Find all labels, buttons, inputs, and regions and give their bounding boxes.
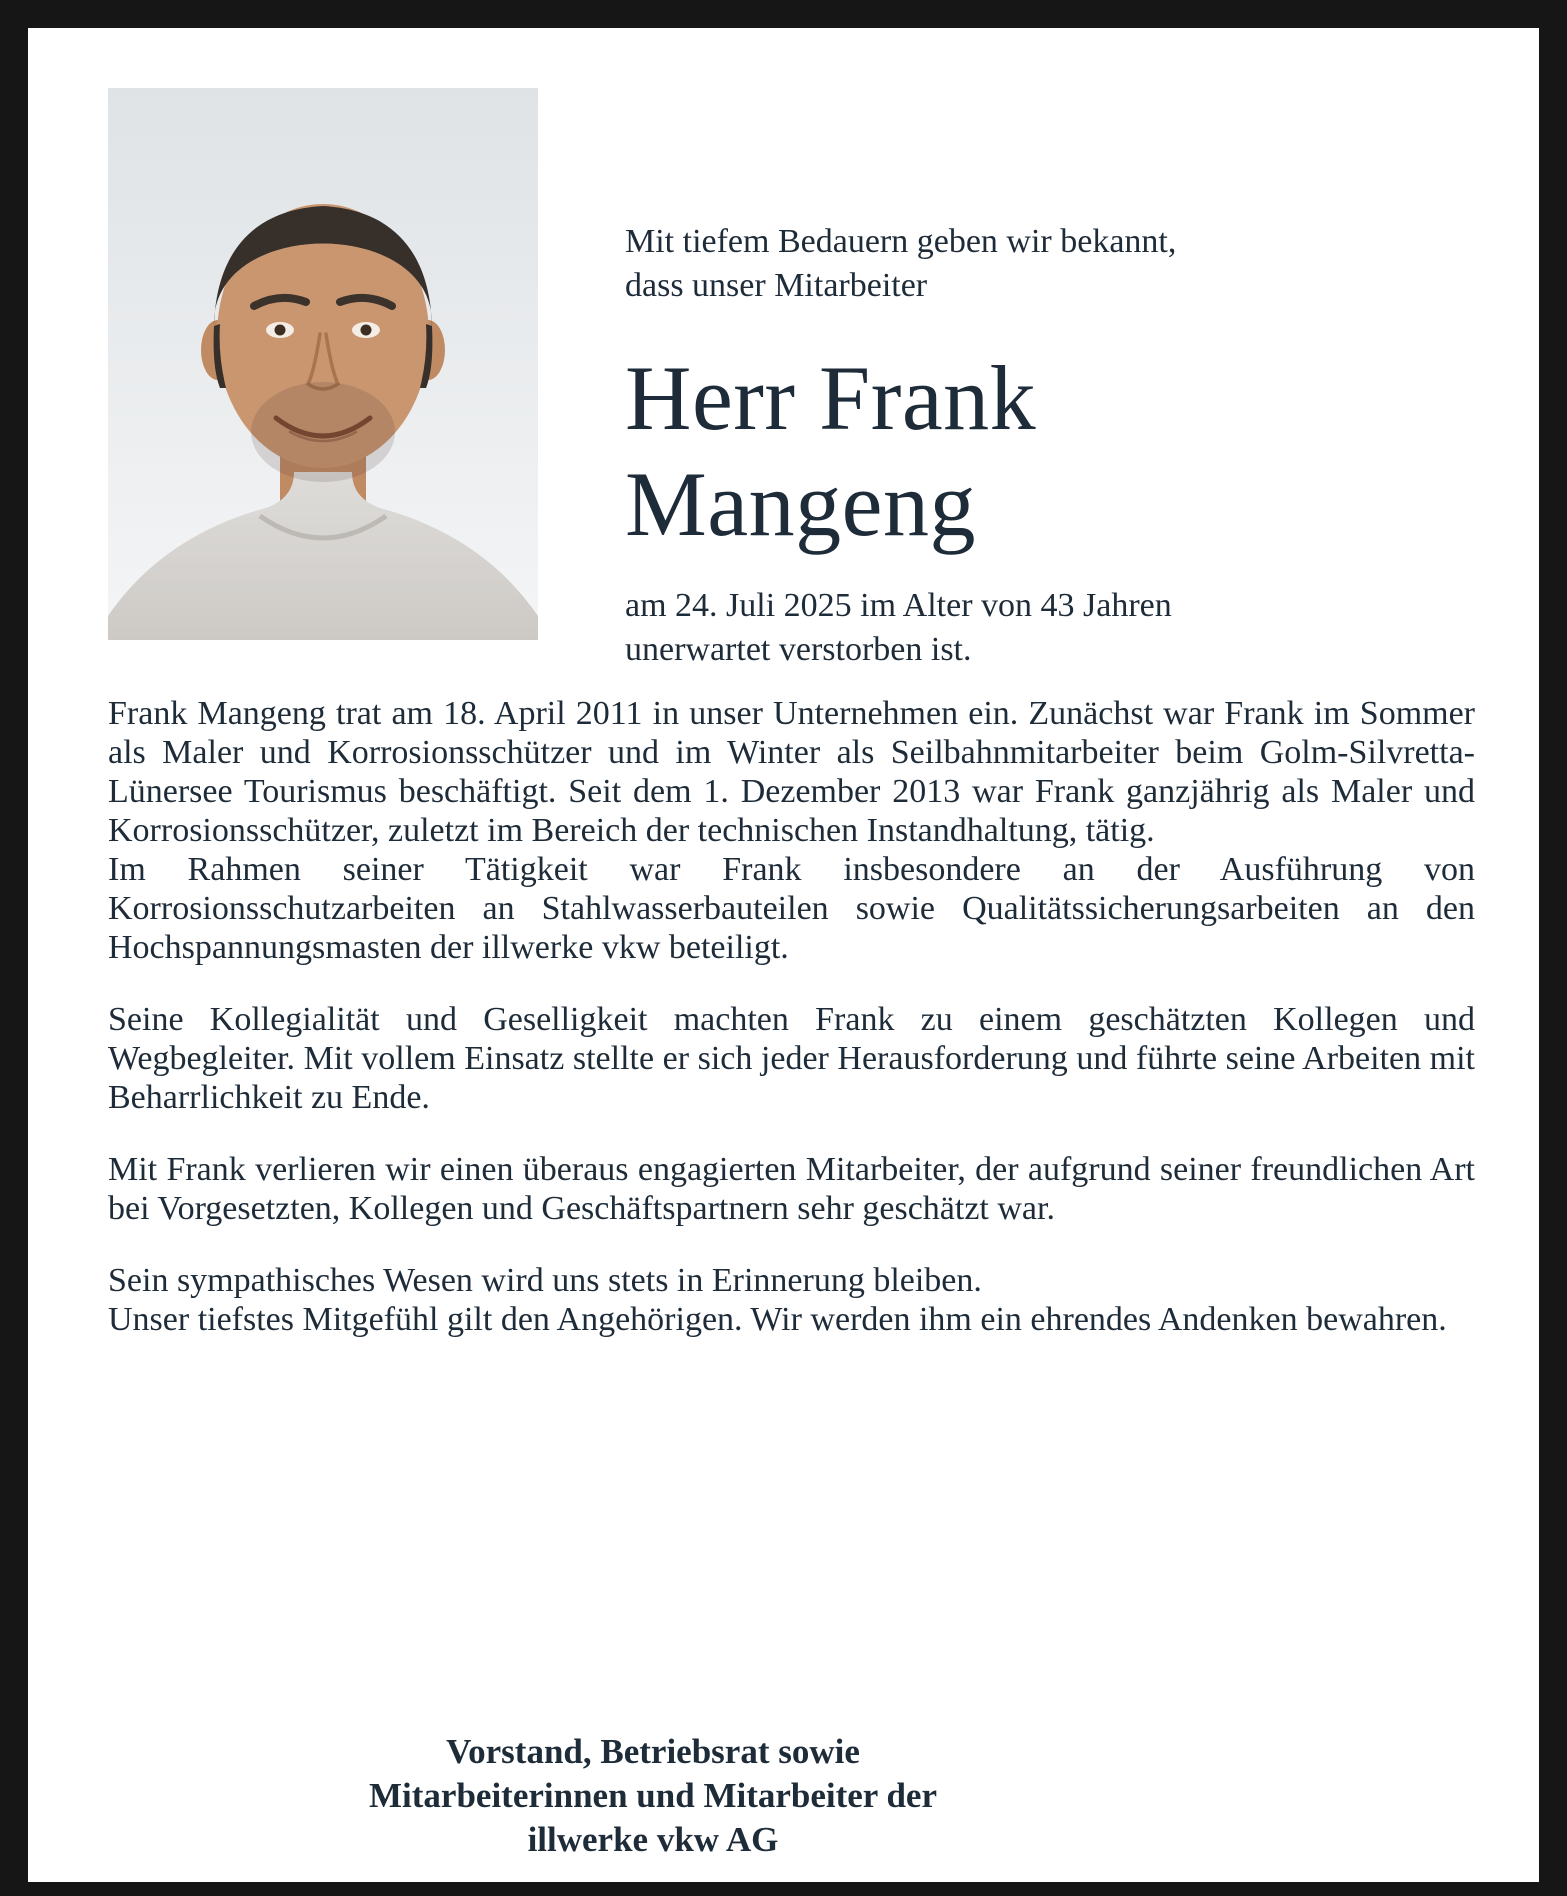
obituary-paragraph: Seine Kollegialität und Geselligkeit machten Frank zu einem geschätzten Kollegen und Wegbegleiter. Mit vollem Einsatz stellte er sich jeder Herausforderung und führte seine Arbeiten mit Beharrlichkeit zu Ende. [108,1001,1475,1116]
portrait-photo [108,88,538,640]
obituary-paper [28,28,1539,1882]
signature-block [28,1730,1278,1862]
signature-line-2: Mitarbeiterinnen und Mitarbeiter der [369,1776,937,1815]
death-info-line-2: unerwartet verstorben ist. [625,631,972,669]
portrait-illustration [108,88,538,640]
intro-line-1: Mit tiefem Bedauern geben wir bekannt, [625,223,1177,260]
signature-line-3: illwerke vkw AG [527,1820,779,1859]
intro-text [625,220,1483,308]
deceased-name-line-1: Herr Frank [625,347,1037,450]
signature-line-1: Vorstand, Betriebsrat sowie [446,1732,860,1771]
header-block [625,220,1483,672]
obituary-paragraph: Unser tiefstes Mitgefühl gilt den Angehörigen. Wir werden ihm ein ehrendes Andenken bewahren. [108,1301,1447,1338]
death-info-line-1: am 24. Juli 2025 im Alter von 43 Jahren [625,586,1172,624]
obituary-paragraph: Mit Frank verlieren wir einen überaus engagierten Mitarbeiter, der aufgrund seiner freundlichen Art bei Vorgesetzten, Kollegen und Geschäftspartnern sehr geschätzt war. [108,1151,1475,1227]
obituary-paragraph: Im Rahmen seiner Tätigkeit war Frank insbesondere an der Ausführung von Korrosionsschutzarbeiten an Stahlwasserbauteilen sowie Qualitätssicherungsarbeiten an den Hochspannungsmasten der illwerke vkw beteiligt. [108,851,1475,966]
deceased-name [625,346,1483,558]
obituary-paragraph: Sein sympathisches Wesen wird uns stets in Erinnerung bleiben. [108,1262,982,1299]
obituary-paragraph: Frank Mangeng trat am 18. April 2011 in unser Unternehmen ein. Zunächst war Frank im Sommer als Maler und Korrosionsschützer und im Winter als Seilbahnmitarbeiter beim Golm-Silvretta-Lünersee Tourismus beschäftigt. Seit dem 1. Dezember 2013 war Frank ganzjährig als Maler und Korrosionsschützer, zuletzt im Bereich der technischen Instandhaltung, tätig. [108,695,1475,849]
deceased-name-line-2: Mangeng [625,453,976,556]
intro-line-2: dass unser Mitarbeiter [625,267,928,305]
death-info [625,584,1483,672]
obituary-body [108,694,1475,1339]
